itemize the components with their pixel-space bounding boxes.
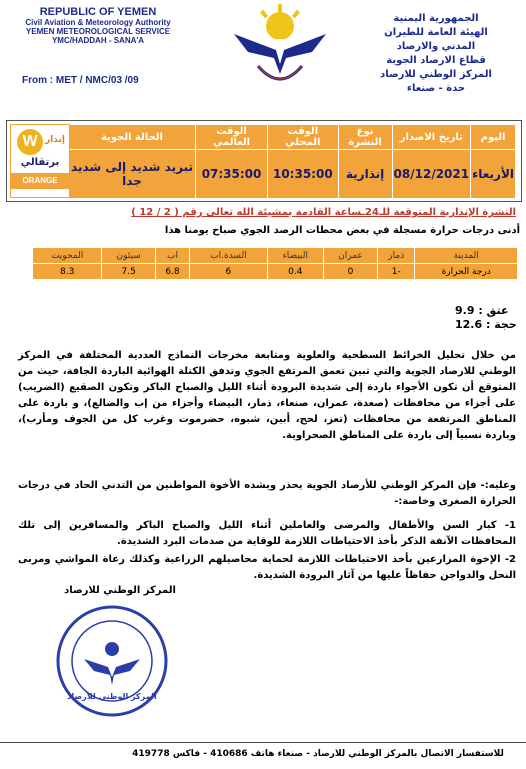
authority-logo-icon bbox=[228, 4, 332, 94]
header-ar-line5: حدة - صنعاء bbox=[406, 83, 466, 94]
warning-badge bbox=[10, 124, 70, 198]
header-en-line2: Civil Aviation & Meteorology Authority bbox=[25, 18, 171, 27]
temperature-table bbox=[32, 247, 518, 280]
temp-header-seiyun: سيئون bbox=[102, 248, 156, 264]
warning-header-utc-time: الوقت العالمي bbox=[196, 125, 268, 150]
temp-row-label: درجة الحرارة bbox=[415, 264, 518, 280]
warning-issue-date: 08/12/2021 bbox=[392, 150, 471, 199]
header-en-line3: YEMEN METEOROLOGICAL SERVICE bbox=[25, 27, 171, 36]
temp-header-city: المدينة bbox=[415, 248, 518, 264]
warning-header-type: نوع النشرة bbox=[338, 125, 392, 150]
header-ar-line1: الجمهورية اليمنية bbox=[393, 13, 479, 24]
from-reference: From : MET / NMC/03 /09 bbox=[22, 75, 139, 86]
header-arabic bbox=[366, 12, 506, 96]
footer-contact: للاستفسار الاتصال بالمركز الوطني للارصاد - صنعاء هاتف 410686 - فاكس 419778 bbox=[132, 749, 504, 759]
warning-table bbox=[68, 124, 516, 199]
signature-label: المركز الوطني للارصاد bbox=[64, 585, 176, 596]
warning-type: إنذارية bbox=[338, 150, 392, 199]
warning-paragraph: وعليه:- فإن المركز الوطني للأرصاد الجوية يحذر ويشده الأخوة المواطنين من التدني الحاد في درجات الحرارة الصغرى وخاصة:- bbox=[18, 480, 516, 507]
temp-header-almahwit: المحويت bbox=[33, 248, 102, 264]
temp-ibb: 6.8 bbox=[155, 264, 189, 280]
notice-text: النشرة الإنذارية المتوقعة للـ24ـساعة القادمة بمشيئة الله تعالى رقم ( 2 / 12 ) bbox=[131, 207, 516, 218]
warning-w-icon: W bbox=[17, 129, 43, 155]
hajjah-temp: حجة : 12.6 bbox=[455, 318, 517, 331]
temp-header-alsadda-ibb: السدة.اب bbox=[190, 248, 268, 264]
stamp-caption: المركز الوطني للأرصاد bbox=[67, 692, 157, 701]
header-ar-line3: قطاع الارصاد الجوية bbox=[386, 55, 486, 66]
header-english bbox=[18, 6, 178, 45]
advice-item-1: 1- كبار السن والأطفال والمرضى والعاملين أثناء الليل والصباح الباكر والمسافرين إلى تلك المحافظات الآنفة الذكر بأخذ الاحتياطات اللازمة للوقاية من صدمات البرد الشديدة. bbox=[18, 520, 516, 547]
advice-item-2: 2- الإخوة المزارعين بأخذ الاحتياطات اللازمة لحماية محاصيلهم الزراعية وكذلك رعاة المواشي ومربى النحل والدواجن حفاظاً عليها من آثار البرودة الشديدة. bbox=[18, 554, 516, 581]
notice-title bbox=[30, 207, 516, 218]
warning-header-day: اليوم bbox=[471, 125, 516, 150]
warning-header-issue-date: تاريخ الاصدار bbox=[392, 125, 471, 150]
warning-day: الأربعاء bbox=[471, 150, 516, 199]
header-ar-line4: المركز الوطني للارصاد bbox=[380, 69, 492, 80]
temp-header-albayda: البيضاء bbox=[267, 248, 323, 264]
temp-dhamar: -1 bbox=[378, 264, 415, 280]
warning-badge-orange: ORANGE bbox=[11, 173, 69, 189]
header-en-line4: YMC/HADDAH - SANA'A bbox=[51, 36, 145, 45]
header-ar-line2: الهيئة العامة للطيران المدني والارصاد bbox=[384, 27, 488, 52]
ataq-temp: عتق : 9.9 bbox=[455, 304, 509, 317]
warning-condition: تبريد شديد إلى شديد جدا bbox=[69, 150, 196, 199]
temp-seiyun: 7.5 bbox=[102, 264, 156, 280]
footer bbox=[0, 742, 526, 759]
warning-badge-orange-ar: برتقالي bbox=[20, 157, 60, 168]
temp-amran: 0 bbox=[323, 264, 377, 280]
official-stamp-icon bbox=[54, 603, 170, 719]
warning-header-local-time: الوقت المحلي bbox=[268, 125, 339, 150]
warning-utc-time: 07:35:00 bbox=[196, 150, 268, 199]
warning-local-time: 10:35:00 bbox=[268, 150, 339, 199]
temps-subtitle: أدنى درجات حرارة مسجلة في بعض محطات الرصد الجوي صباح يومنا هذا bbox=[164, 225, 520, 236]
temp-header-ibb: اب bbox=[155, 248, 189, 264]
temp-almahwit: 8.3 bbox=[33, 264, 102, 280]
analysis-paragraph: من خلال تحليل الخرائط السطحية والعلوية ومتابعة مخرجات النماذج العددية المختلفة في المركز الوطني للارصاد الجوية والتي تبين تعمق المرتفع الجوي وتدفق الكتلة الهوائية الباردة الجافة، حيث من المتوقع أن تكون الأجواء باردة إلى شديدة البرودة أثناء الليل والصباح الباكر وتكون الصقيع (الضريب) على أجزاء من محافظات (صعدة، عمران، صنعاء، ذمار، البيضاء وأجزاء من إب والضالع)، و باردة على المناطق المرتفعة من محافظات (تعز، لحج، أبين، شبوه، حضرموت وغرب كل من الجوف ومأرب)، وباردة نسبياً إلى باردة على المناطق الصحراوية. bbox=[18, 350, 516, 441]
temp-header-amran: عمران bbox=[323, 248, 377, 264]
temp-header-dhamar: ذمار bbox=[378, 248, 415, 264]
warning-badge-ar: إنذار bbox=[45, 135, 65, 145]
temp-albayda: 0.4 bbox=[267, 264, 323, 280]
warning-header-condition: الحالة الجوية bbox=[69, 125, 196, 150]
header-en-line1: REPUBLIC OF YEMEN bbox=[39, 6, 157, 18]
temp-alsadda-ibb: 6 bbox=[190, 264, 268, 280]
